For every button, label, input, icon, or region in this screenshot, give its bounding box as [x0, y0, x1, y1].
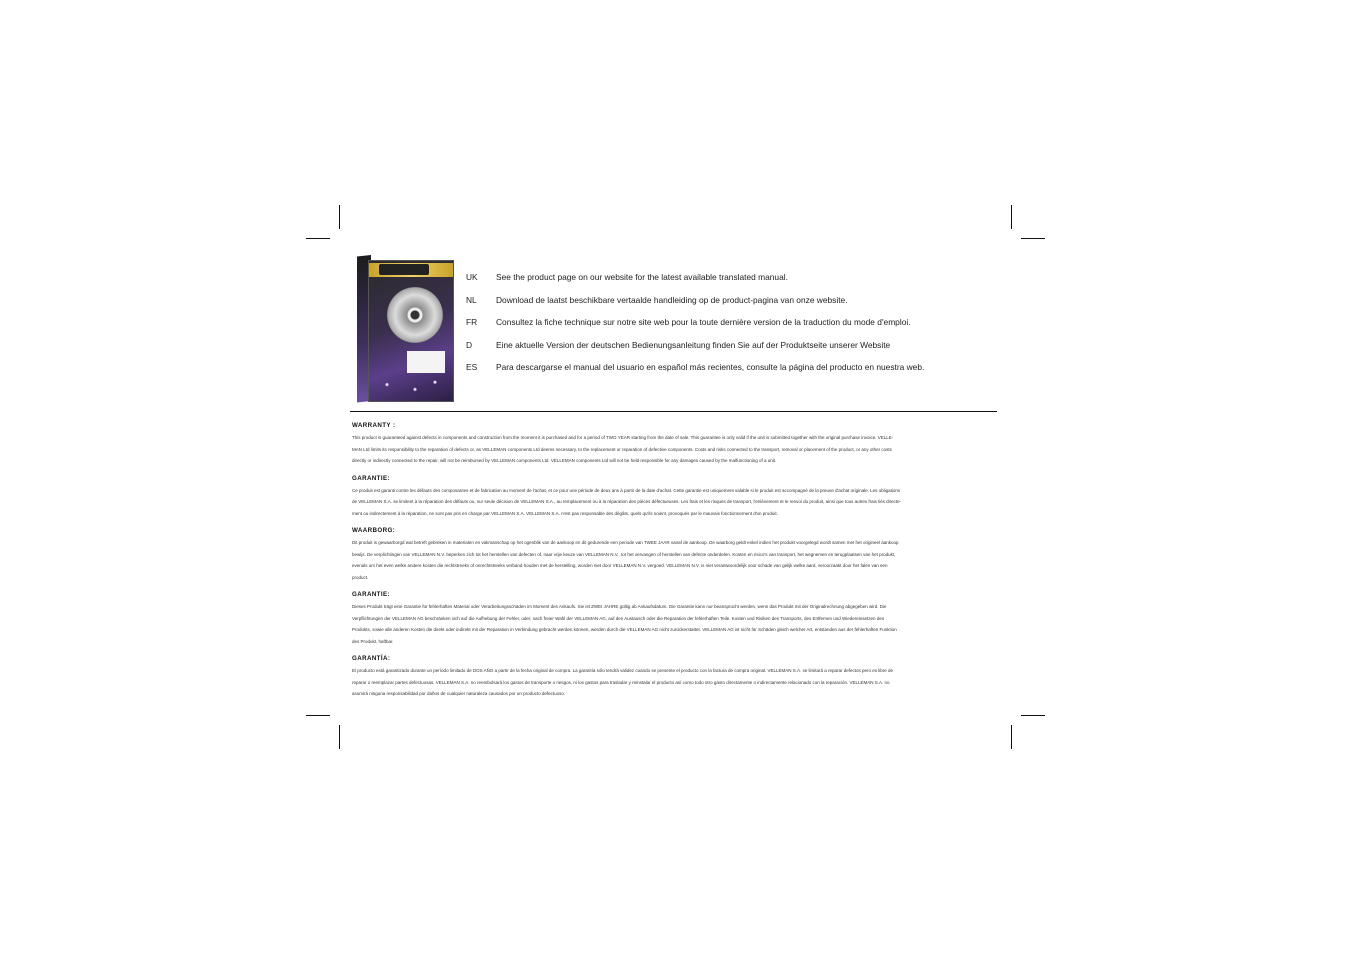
warranty-text-line: de VELLEMAN S.A. se limitent à la réparation des défauts ou, sur seule décision de VELLEMAN S.A., au remplacement ou à la réparation des pièces défectueuses. Les frais et les risques de transport, l'enlèvement et le renvoi du produit, ainsi que tous autres frais liés directe-: [352, 499, 902, 504]
warranty-text-line: Verpflichtungen der VELLEMAN AG beschränken sich auf die Aufhebung der Fehler, oder, nach freier Wahl der VELLEMAN AG, auf den Austausch oder die Reparation der fehlerhaften Teile. Kosten und Risiken des Transports, des Entfernen und Wiedereinsetzen des: [352, 615, 885, 621]
crop-mark: [306, 715, 330, 716]
crop-mark: [1021, 238, 1045, 239]
language-code: NL: [466, 294, 477, 305]
warranty-text-line: product.: [352, 574, 369, 580]
warranty-title: GARANTÍA:: [352, 655, 391, 662]
warranty-section: [352, 589, 997, 647]
warranty-section: [352, 420, 997, 467]
warranty-sections: [352, 420, 997, 706]
language-text: Download de laatst beschikbare vertaalde handleiding op de product-pagina van onze website.: [496, 294, 848, 305]
language-text: See the product page on our website for the latest available translated manual.: [496, 272, 788, 282]
warranty-section: [352, 525, 997, 583]
box-decoration: [371, 375, 451, 399]
warranty-title: GARANTIE:: [352, 474, 390, 482]
crop-mark: [306, 238, 330, 239]
warranty-text-line: evenals om het even welke andere kosten die rechtstreeks of onrechtstreeks verband houden met de herstelling, worden niet door VELLEMAN N.V. vergoed. VELLEMAN N.V. is niet verantwoordelijk voor schade van gelijk welke aard, veroorzaakt door het falen van een: [352, 563, 888, 568]
crop-mark: [1011, 725, 1012, 749]
warranty-title: WAARBORG:: [352, 527, 396, 534]
language-text: Eine aktuelle Version der deutschen Bedienungsanleitung finden Sie auf der Produktseite unserer Website: [496, 339, 891, 350]
product-box-icon: [357, 255, 455, 401]
warranty-text-line: reparar o reemplazar partes defectuosas. VELLEMAN S.A. no reembolsará los gastos de transporte o riesgos, ni los gastos para trasladar y reinstalar el producto así como todo otro gasto directamente o indirectamente relacionado con la reparación. VELLEMAN S.A. no: [352, 679, 890, 685]
warranty-text-line: This product is guaranteed against defects in components and construction from the moment it is purchased and for a period of TWO YEAR starting from the date of sale. This guarantee is only valid if the unit is submitted together with the original purchase invoice. VELLE-: [352, 435, 894, 440]
crop-mark: [1021, 715, 1045, 716]
language-code: ES: [466, 362, 478, 373]
box-sticker: [407, 351, 445, 373]
language-code: UK: [466, 272, 478, 282]
warranty-section: [352, 473, 997, 520]
warranty-section: [352, 653, 997, 700]
language-code: D: [466, 339, 473, 350]
warranty-title: GARANTIE:: [352, 591, 390, 598]
warranty-text-line: ment ou indirectement à la réparation, ne sont pas pris en charge par VELLEMAN S.A. VELLEMAN S.A. n'est pas responsable des dégâts, quels qu'ils soient, provoqués par le mauvais fonctionnement d'un produit.: [352, 510, 778, 516]
box-logo: [379, 264, 429, 275]
language-text: Para descargarse el manual del usuario en español más recientes, consulte la página del producto en nuestra web.: [496, 362, 925, 373]
crop-mark: [339, 725, 340, 749]
crop-mark: [1011, 205, 1012, 229]
warranty-text-line: directly or indirectly connected to the repair, will not be reimbursed by VELLEMAN components Ltd. VELLEMAN components Ltd will not be held responsible for any damages caused by the malfunctioning of a unit.: [352, 458, 777, 463]
cd-disc-icon: [387, 287, 443, 343]
warranty-text-line: MAN Ltd limits its responsibility to the reparation of defects or, as VELLEMAN components Ltd deems necessary, to the replacement or reparation of defective components. Costs and risks connected to the transport, removal or placement of the product, or any other costs: [352, 446, 892, 452]
warranty-text-line: Dit produit is gewaarborgd wat betreft gebreken in materialen en vakmanschap op het ogenblik van de aankoop en dit gedurende een periode van TWEE JAAR vanaf de aankoop. De waarborg geldt enkel indien het produkt voorgelegd wordt samen met het origineel aankoop: [352, 540, 899, 545]
warranty-text-line: bewijs. De verplichtingen van VELLEMAN N.V. beperken zich tot het herstellen van defecten of, naar vrije keuze van VELLEMAN N.V., tot het vervangen of herstellen van defecte onderdelen. Kosten en risico's van transport, het wegnemen en terugplaatsen van het produkt,: [352, 551, 896, 557]
warranty-text-line: Ce produit est garanti contre les défauts des composantes et de fabrication au moment de l'achat, et ce pour une période de deux ans à partir de la date d'achat. Cette garantie est uniquement valable si le produit est accompagné de la preuve d'achat originale. Les obligations: [352, 487, 901, 493]
warranty-text-line: El producto está garantizado durante un período limitado de DOS AÑO a partir de la fecha original de compra. La garantía sólo tendrá validez cuando se presente el producto con la factura de compra original. VELLEMAN S.A. se limitará a reparar defectos pero es libre de: [352, 668, 894, 673]
crop-mark: [339, 205, 340, 229]
warranty-text-line: Dieses Produkt trägt eine Garantie für fehlerhaftes Material oder Verarbeitungsschäden im Moment des Ankaufs. Sie ist ZWEI JAHRE gültig ab Ankaufsdatum. Die Garantie kann nur beansprucht werden, wenn das Produkt mit der Originalrechnung abgegeben wird. Die: [352, 604, 887, 609]
language-code: FR: [466, 317, 478, 328]
warranty-title: WARRANTY :: [352, 422, 396, 429]
divider: [350, 411, 997, 412]
language-text: Consultez la fiche technique sur notre site web pour la toute dernière version de la traduction du mode d'emploi.: [496, 317, 911, 328]
warranty-text-line: des Produkt, haftbar.: [352, 638, 394, 644]
warranty-text-line: Produkts, sowie alle anderen Kosten die direkt oder indirekt mit der Reparation in Verbindung gebracht werden können, werden durch die VELLEMAN AG nicht zurückerstattet. VELLEMAN AG ist nicht für Schäden gleich welcher Art, entstanden aus der fehlerhaften Funktion: [352, 627, 897, 632]
warranty-text-line: asumirá ninguna responsabilidad por daños de cualquier naturaleza causados por un producto defectuoso.: [352, 691, 566, 696]
